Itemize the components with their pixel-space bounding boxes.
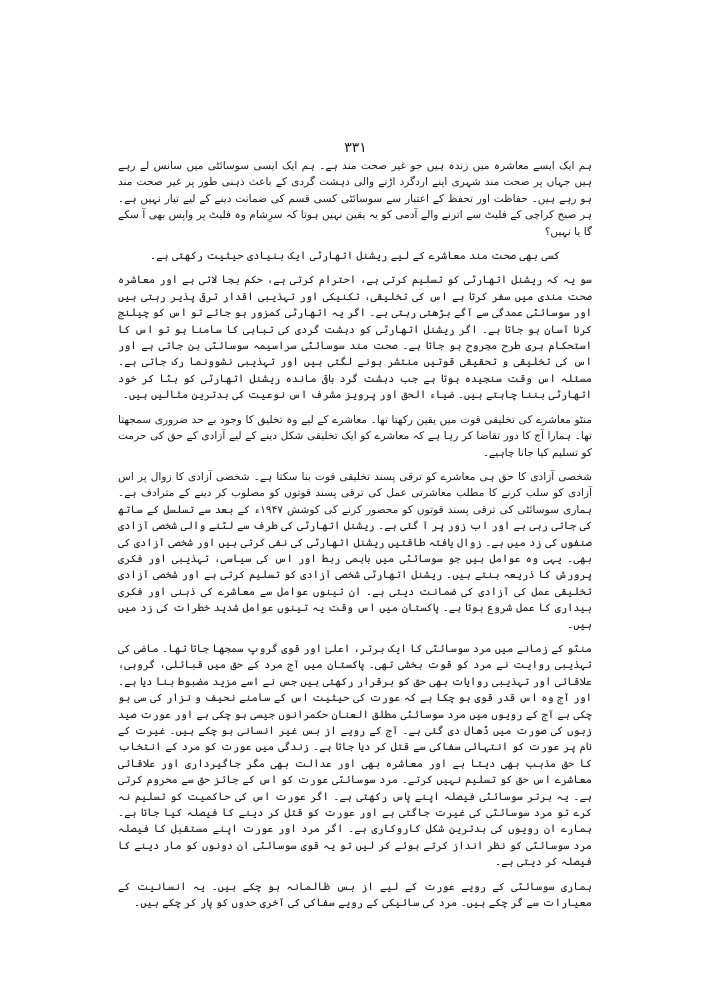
paragraph: سو یہ کہ ریشنل اتھارٹی کو تسلیم کرتی ہے، احترام کرتی ہے، حکم بجا لاتی ہے اور معاشرہ صحت مندی میں سفر کرتا ہے اس کی تخلیقی، تکنیکی اور تہذیبی اقدار ترقی پذیر رہتی ہیں اور سوسائٹی عمدگی سے آگے بڑھتی رہتی ہے۔ اگر یہ اتھارٹی کمزور ہو جائے تو اس کو چیلنج کرنا آسان ہو جاتا ہے۔ اگر ریشنل اتھارٹی کو دہشت گردی کی تباہی کا سامنا ہو تو اس کا استحکام بری طرح مجروح ہو جاتا ہے۔ صحت مند سوسائٹی سراسیمہ سوسائٹی بن جاتی ہے اور اس کی تخلیقی و تحقیقی قوتیں منتشر ہونے لگتی ہیں اور تہذیبی نشوونما رک جاتی ہے۔ مسئلہ اس وقت سنجیدہ ہوتا ہے جب دہشت گرد باقی ماندہ ریشنل اتھارٹی کو ہٹا کر خود اتھارٹی بننا چاہتے ہیں۔ ضیاء الحق اور پرویز مشرف اس نوعیت کی بدترین مثالیں ہیں۔ xyxy=(118,274,592,402)
paragraph: ہماری سوسائٹی کے رویے عورت کے لیے از بس ظالمانہ ہو چکے ہیں۔ یہ انسانیت کے معیارات سے گر چکے ہیں۔ مرد کی سائیکی کے رویے سفاکی کی آخری حدوں کو پار کر چکے ہیں۔ xyxy=(118,880,592,910)
paragraph: کسی بھی صحت مند معاشرے کے لیے ریشنل اتھارٹی ایک بنیادی حیثیت رکھتی ہے۔ xyxy=(149,250,560,263)
page-number: ۳۳۱ xyxy=(344,140,367,156)
paragraph: شخصی آزادی کا حق ہی معاشرے کو ترقی پسند تخلیقی قوت بنا سکتا ہے۔ شخصی آزادی کا زوال پر اس آزادی کو سلب کرنے کا مطلب معاشرتی عمل کی ترقی پسند قوتوں کو مصلوب کر دینے کے مترادف ہے۔ ہماری سوسائٹی کی ترقی پسند قوتوں کو محصور کرنے کی کوشش ۱۹۴۷ء کے بعد سے تسلسل کے ساتھ کی جاتی رہی ہے اور اب زور پر آ گئی ہے۔ ریشنل اتھارٹی کی طرف سے لٹنے والی شخصی آزادی صنفوں کی زد میں ہے۔ زوال یافتہ طاقتیں ریشنل اتھارٹی کی نفی کرتی ہیں اور شخصی آزادی کی بھی۔ یہی وہ عوامل ہیں جو سوسائٹی میں باہمی ربط اور اس کی سیاسی، تہذیبی اور فکری پرورش کا ذریعہ بنتے ہیں۔ ریشنل اتھارٹی شخصی آزادی کو تسلیم کرتی ہے اور شخصی آزادی تخلیقی عمل کی آزادی کی ضمانت دیتی ہے۔ ان تینوں عوامل سے معاشرے کی ذہنی اور فکری بیداری کا عمل شروع ہوتا ہے۔ پاکستان میں اس وقت یہ تینوں عوامل شدید خطرات کی زد میں ہیں۔ xyxy=(118,470,592,631)
body-text xyxy=(118,158,592,911)
paragraph: ہم ایک ایسے معاشرہ میں زندہ ہیں جو غیر صحت مند ہے۔ ہم ایک ایسی سوسائٹی میں سانس لے رہے ہیں جہاں پر صحت مند شہری اپنے اردگرد اڑنے والی دہشت گردی کے باعث ذہنی طور پر غیر صحت مند ہو رہے ہیں۔ حفاظت اور تحفظ کے اعتبار سے سوسائٹی کسی قسم کی ضمانت دینے کے لیے تیار نہیں ہے۔ ہر صبح کراچی کے فلیٹ سے اترنے والے آدمی کو یہ یقین نہیں ہوتا کہ سرِشام وہ فلیٹ پر واپس بھی آ سکے گا یا نہیں؟ xyxy=(118,160,593,238)
paragraph: منٹو کے زمانے میں مرد سوسائٹی کا ایک برتر، اعلیٰ اور قوی گروپ سمجھا جاتا تھا۔ ماضی کی تہذیبی روایت نے مرد کو قوت بخشی تھی۔ پاکستان میں آج مرد کے حق میں قبائلی، گروہی، علاقائی اور تہذیبی روایات بھی حق کو برقرار رکھتی ہیں جس نے اسے مزید مضبوط بنا دیا ہے۔ اور آج وہ اس قدر قوی ہو چکا ہے کہ عورت کی حیثیت اس کے سامنے نحیف و نزار کی سی ہو چکی ہے آج کے رویوں میں مرد سوسائٹی مطلق العنان حکمرانوں جیسی ہو چکی ہے اور عورت صید زبوں کی صورت میں ڈھال دی گئی ہے۔ آج کے رویے از بس غیر انسانی ہو چکے ہیں۔ غیرت کے نام پر عورت کو انتہائی سفاکی سے قتل کر دیا جاتا ہے۔ زندگی میں عورت کو مرد کے انتخاب کا حق مذہب بھی دیتا ہے اور معاشرہ بھی اور عدالت بھی مگر جاگیرداری اور علاقائی معاشرے اس حق کو تسلیم نہیں کرتے۔ مرد سوسائٹی عورت کو اس کے جائز حق سے محروم کرتی ہے۔ یہ برتر سوسائٹی فیصلہ اپنے پاس رکھتی ہے۔ اگر عورت اس کی حاکمیت کو تسلیم نہ کرے تو مرد سوسائٹی کی غیرت جاگتی ہے اور عورت کو قتل کر دینے کا فیصلہ کیا جاتا ہے۔ ہمارے ان رویوں کی بدترین شکل کاروکاری ہے۔ اگر مرد اور عورت اپنے مستقبل کا فیصلہ مرد سوسائٹی کو نظر انداز کرتے ہوئے کر لیں تو یہ قوی سوسائٹی ان دونوں کو مار دینے کا فیصلہ کر دیتی ہے۔ xyxy=(118,642,592,869)
paragraph: منٹو معاشرے کی تخلیقی قوت میں یقین رکھتا تھا۔ معاشرے کے لیے وہ تخلیق کا وجود بے حد ضروری سمجھتا تھا۔ ہمارا آج کا دور تقاضا کر رہا ہے کہ معاشرے کو ایک تخلیقی شکل دینے کے لیے آزادی کے حق کی حرمت کو تسلیم کیا جانا چاہیے۔ xyxy=(118,413,592,459)
